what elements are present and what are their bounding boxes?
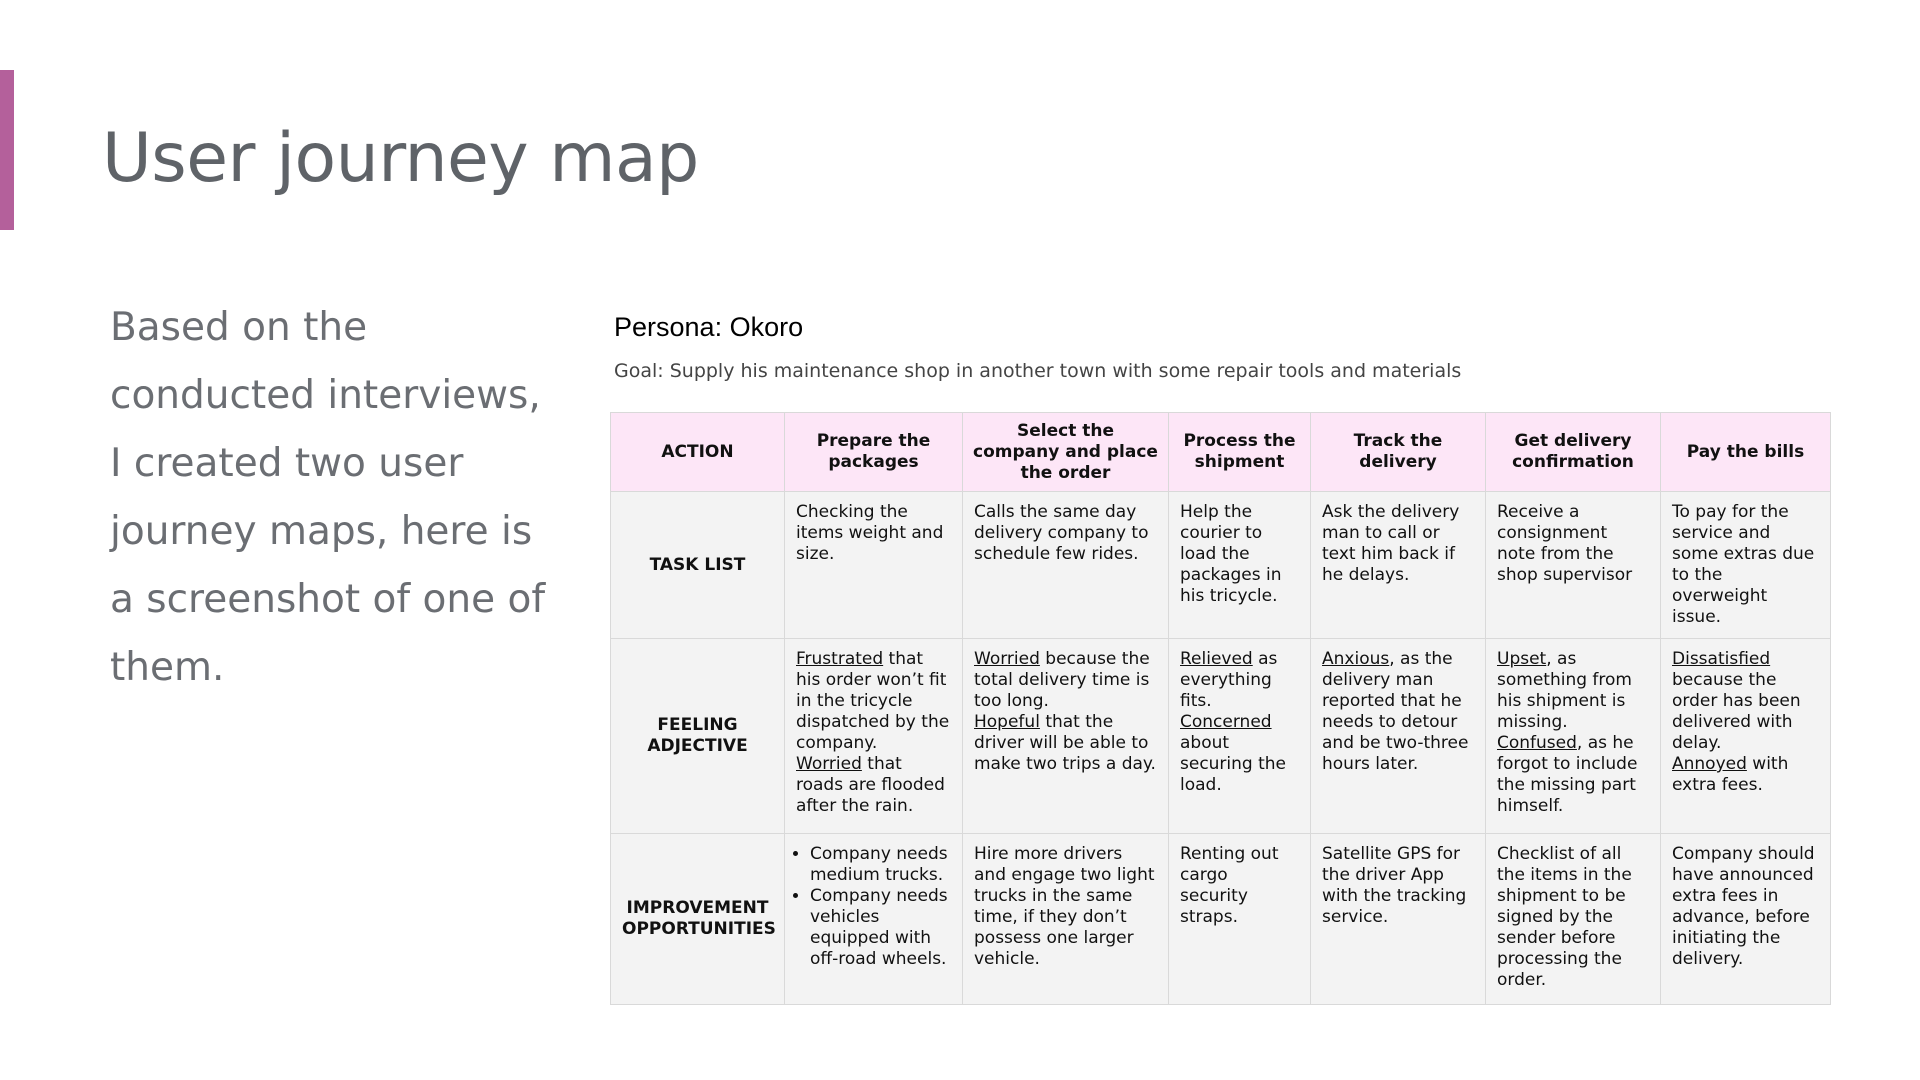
feeling-text: that his order won’t fit in the tricycle dispatched by the company. (796, 649, 950, 753)
journey-table (610, 412, 1831, 1005)
feeling-word: Worried (974, 649, 1040, 669)
accent-bar (0, 70, 14, 230)
feeling-word: Concerned (1180, 712, 1272, 732)
table-cell: Renting out cargo security straps. (1169, 834, 1311, 1005)
table-cell (963, 639, 1169, 834)
feeling-word: Worried (796, 754, 862, 774)
table-cell: Hire more drivers and engage two light trucks in the same time, if they don’t possess one larger vehicle. (963, 834, 1169, 1005)
header-select: Select the company and place the order (963, 413, 1169, 492)
feeling-text: because the order has been delivered with delay. (1672, 670, 1801, 753)
persona-title: Persona: Okoro (614, 312, 804, 342)
table-row (611, 492, 1831, 639)
table-cell: Receive a consignment note from the shop supervisor (1486, 492, 1661, 639)
table-cell: Checklist of all the items in the shipment to be signed by the sender before processing the order. (1486, 834, 1661, 1005)
header-confirm: Get delivery confirmation (1486, 413, 1661, 492)
header-process: Process the shipment (1169, 413, 1311, 492)
table-cell: Help the courier to load the packages in his tricycle. (1169, 492, 1311, 639)
row-label-task-list: TASK LIST (611, 492, 785, 639)
feeling-word: Frustrated (796, 649, 884, 669)
header-row (611, 413, 1831, 492)
feeling-text: , as the delivery man reported that he needs to detour and be two-three hours later. (1322, 649, 1469, 774)
table-cell: Satellite GPS for the driver App with the tracking service. (1311, 834, 1486, 1005)
table-cell (1311, 639, 1486, 834)
feeling-word: Hopeful (974, 712, 1040, 732)
list-item: • Company needs medium trucks. (810, 844, 951, 886)
table-cell: To pay for the service and some extras due to the overweight issue. (1661, 492, 1831, 639)
header-pay: Pay the bills (1661, 413, 1831, 492)
bullet-list (796, 844, 951, 970)
header-track: Track the delivery (1311, 413, 1486, 492)
table-row (611, 834, 1831, 1005)
list-item: • Company needs vehicles equipped with off-road wheels. (810, 886, 951, 970)
slide-title: User journey map (102, 119, 699, 198)
feeling-word: Confused (1497, 733, 1577, 753)
intro-text: Based on the conducted interviews, I created two user journey maps, here is a screenshot of one of them. (110, 305, 546, 690)
feeling-word: Anxious (1322, 649, 1390, 669)
feeling-word: Upset (1497, 649, 1547, 669)
feeling-word: Dissatisfied (1672, 649, 1771, 669)
feeling-text: about securing the load. (1180, 733, 1287, 795)
table-row (611, 639, 1831, 834)
feeling-text: , as something from his shipment is missing. (1497, 649, 1632, 732)
feeling-text: that the driver will be able to make two trips a day. (974, 712, 1156, 774)
feeling-text: , as he forgot to include the missing part himself. (1497, 733, 1638, 816)
table-cell: Checking the items weight and size. (785, 492, 963, 639)
table-cell: Company should have announced extra fees in advance, before initiating the delivery. (1661, 834, 1831, 1005)
table-cell (1169, 639, 1311, 834)
persona-goal: Goal: Supply his maintenance shop in another town with some repair tools and materials (614, 360, 1462, 382)
feeling-text: that roads are flooded after the rain. (796, 754, 945, 816)
header-action: ACTION (611, 413, 785, 492)
table-cell (1661, 639, 1831, 834)
table-cell (785, 639, 963, 834)
feeling-text: with extra fees. (1672, 754, 1789, 795)
table-cell (1486, 639, 1661, 834)
table-cell: Calls the same day delivery company to schedule few rides. (963, 492, 1169, 639)
feeling-text: as everything fits. (1180, 649, 1278, 711)
feeling-text: because the total delivery time is too long. (974, 649, 1150, 711)
row-label-improvement: IMPROVEMENT OPPORTUNITIES (611, 834, 785, 1005)
header-prepare: Prepare the packages (785, 413, 963, 492)
feeling-word: Relieved (1180, 649, 1253, 669)
feeling-word: Annoyed (1672, 754, 1747, 774)
row-label-feeling: FEELING ADJECTIVE (611, 639, 785, 834)
table-cell (785, 834, 963, 1005)
table-cell: Ask the delivery man to call or text him back if he delays. (1311, 492, 1486, 639)
